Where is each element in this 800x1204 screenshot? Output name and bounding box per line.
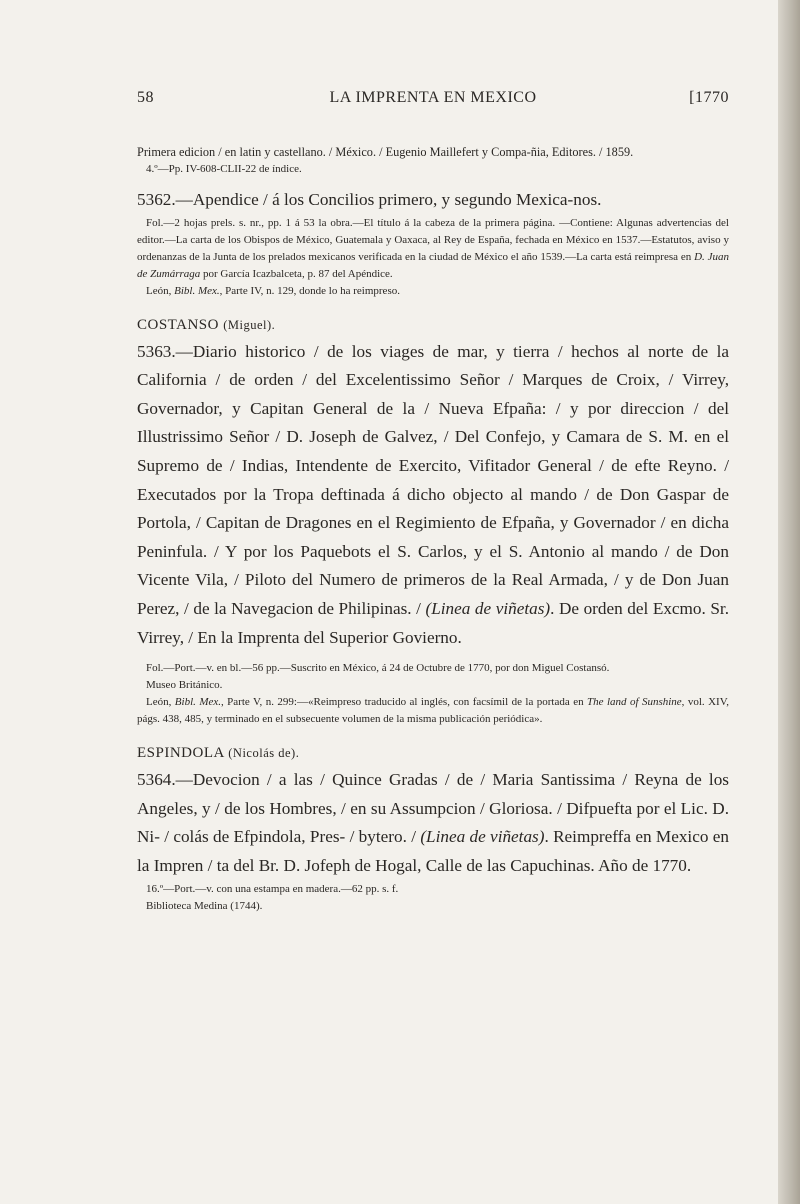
entry-5364-collation: 16.º—Port.—v. con una estampa en madera.—62 pp. s. f.: [146, 882, 399, 895]
author-heading-costanso: COSTANSO (Miguel).: [137, 316, 276, 333]
entry-number: 5363.: [137, 341, 176, 361]
entry-5362-heading: [137, 186, 729, 215]
entry-5362-reference: León, Bibl. Mex., Parte IV, n. 129, donde lo ha reimpreso.: [146, 284, 400, 297]
author-heading-espindola: ESPINDOLA (Nicolás de).: [137, 745, 300, 762]
entry-5363-collation: Fol.—Port.—v. en bl.—56 pp.—Suscrito en México, á 24 de Octubre de 1770, por don Miguel Costansó.: [146, 662, 610, 675]
page-body: [137, 143, 729, 915]
year-bracket: [1770: [689, 89, 729, 106]
entry-prev-title: Primera edicion / en latin y castellano. / México. / Eugenio Maillefert y Compa-ñia, Editores. / 1859.: [137, 145, 634, 159]
entry-5363-heading: 5363.—Diario historico / de los viages de mar, y tierra / hechos al norte de la California / de orden / del Excelentissimo Señor / Marques de Croix, / Virrey, Governador, y Capitan General de la / Nueva Efpaña: / y por direccion / del Illustrissimo Señor / D. Joseph de Galvez, / Del Confejo, y Camara de S. M. en el Supremo de / Indias, Intendente de Exercito, Vifitador General / de efte Reyno. / Executados por la Tropa deftinada á dicho objecto al mando / de Don Gaspar de Portola, / Capitan de Dragones en el Regimiento de Efpaña, y Governador / en dicha Peninfula. / Y por los Paquebots el S. Carlos, y el S. Antonio al mando / de Don Vicente Vila, / Piloto del Numero de primeros de la Real Armada, / y de Don Juan Perez, / de la Navegacion de Philipinas. / (Linea de viñetas). De orden del Excmo. Sr. Virrey, / En la Imprenta del Superior Govierno.: [137, 341, 729, 647]
entry-title: —Apendice / á los Concilios primero, y segundo Mexica-nos.: [175, 190, 602, 209]
entry-5364-heading: 5364.—Devocion / a las / Quince Gradas / de / Maria Santissima / Reyna de los Angeles, y / de los Hombres, / en su Assumpcion / Gloriosa. / Difpuefta por el Lic. D. Ni- / colás de Efpindola, Pres- / bytero. / (Linea de viñetas). Reimpreffa en Mexico en la Impren / ta del Br. D. Jofeph de Hogal, Calle de las Capuchinas. Año de 1770.: [137, 770, 729, 875]
page-number: 58: [137, 89, 154, 106]
running-header: [137, 89, 729, 111]
entry-5363-reference: León, Bibl. Mex., Parte V, n. 299:—«Reimpreso traducido al inglés, con facsímil de la portada en The land of Sunshine, vol. XIV, págs. 438, 485, y terminado en el subsecuente volumen de la misma publicación periódica».: [137, 696, 729, 726]
entry-5363-location: Museo Británico.: [146, 679, 223, 692]
running-title: LA IMPRENTA EN MEXICO: [329, 89, 537, 106]
entry-prev-collation: 4.º—Pp. IV-608-CLII-22 de índice.: [146, 163, 302, 175]
entry-5362-notes: Fol.—2 hojas prels. s. nr., pp. 1 á 53 la obra.—El título á la cabeza de la primera página. —Contiene: Algunas advertencias del editor.—La carta de los Obispos de México, Guatemala y Oaxaca, al Rey de España, fechada en México en 1537.—Estatutos, aviso y ordenanzas de la Junta de los prelados mexicanos verificada en la ciudad de México el año 1539.—La carta está reimpresa en D. Juan de Zumárraga por García Icazbalceta, p. 87 del Apéndice.: [137, 216, 729, 280]
entry-5364-location: Biblioteca Medina (1744).: [146, 899, 263, 912]
entry-number: 5364.: [137, 770, 176, 790]
entry-number: 5362.: [137, 190, 176, 209]
page-edge-shadow: [778, 0, 800, 1204]
